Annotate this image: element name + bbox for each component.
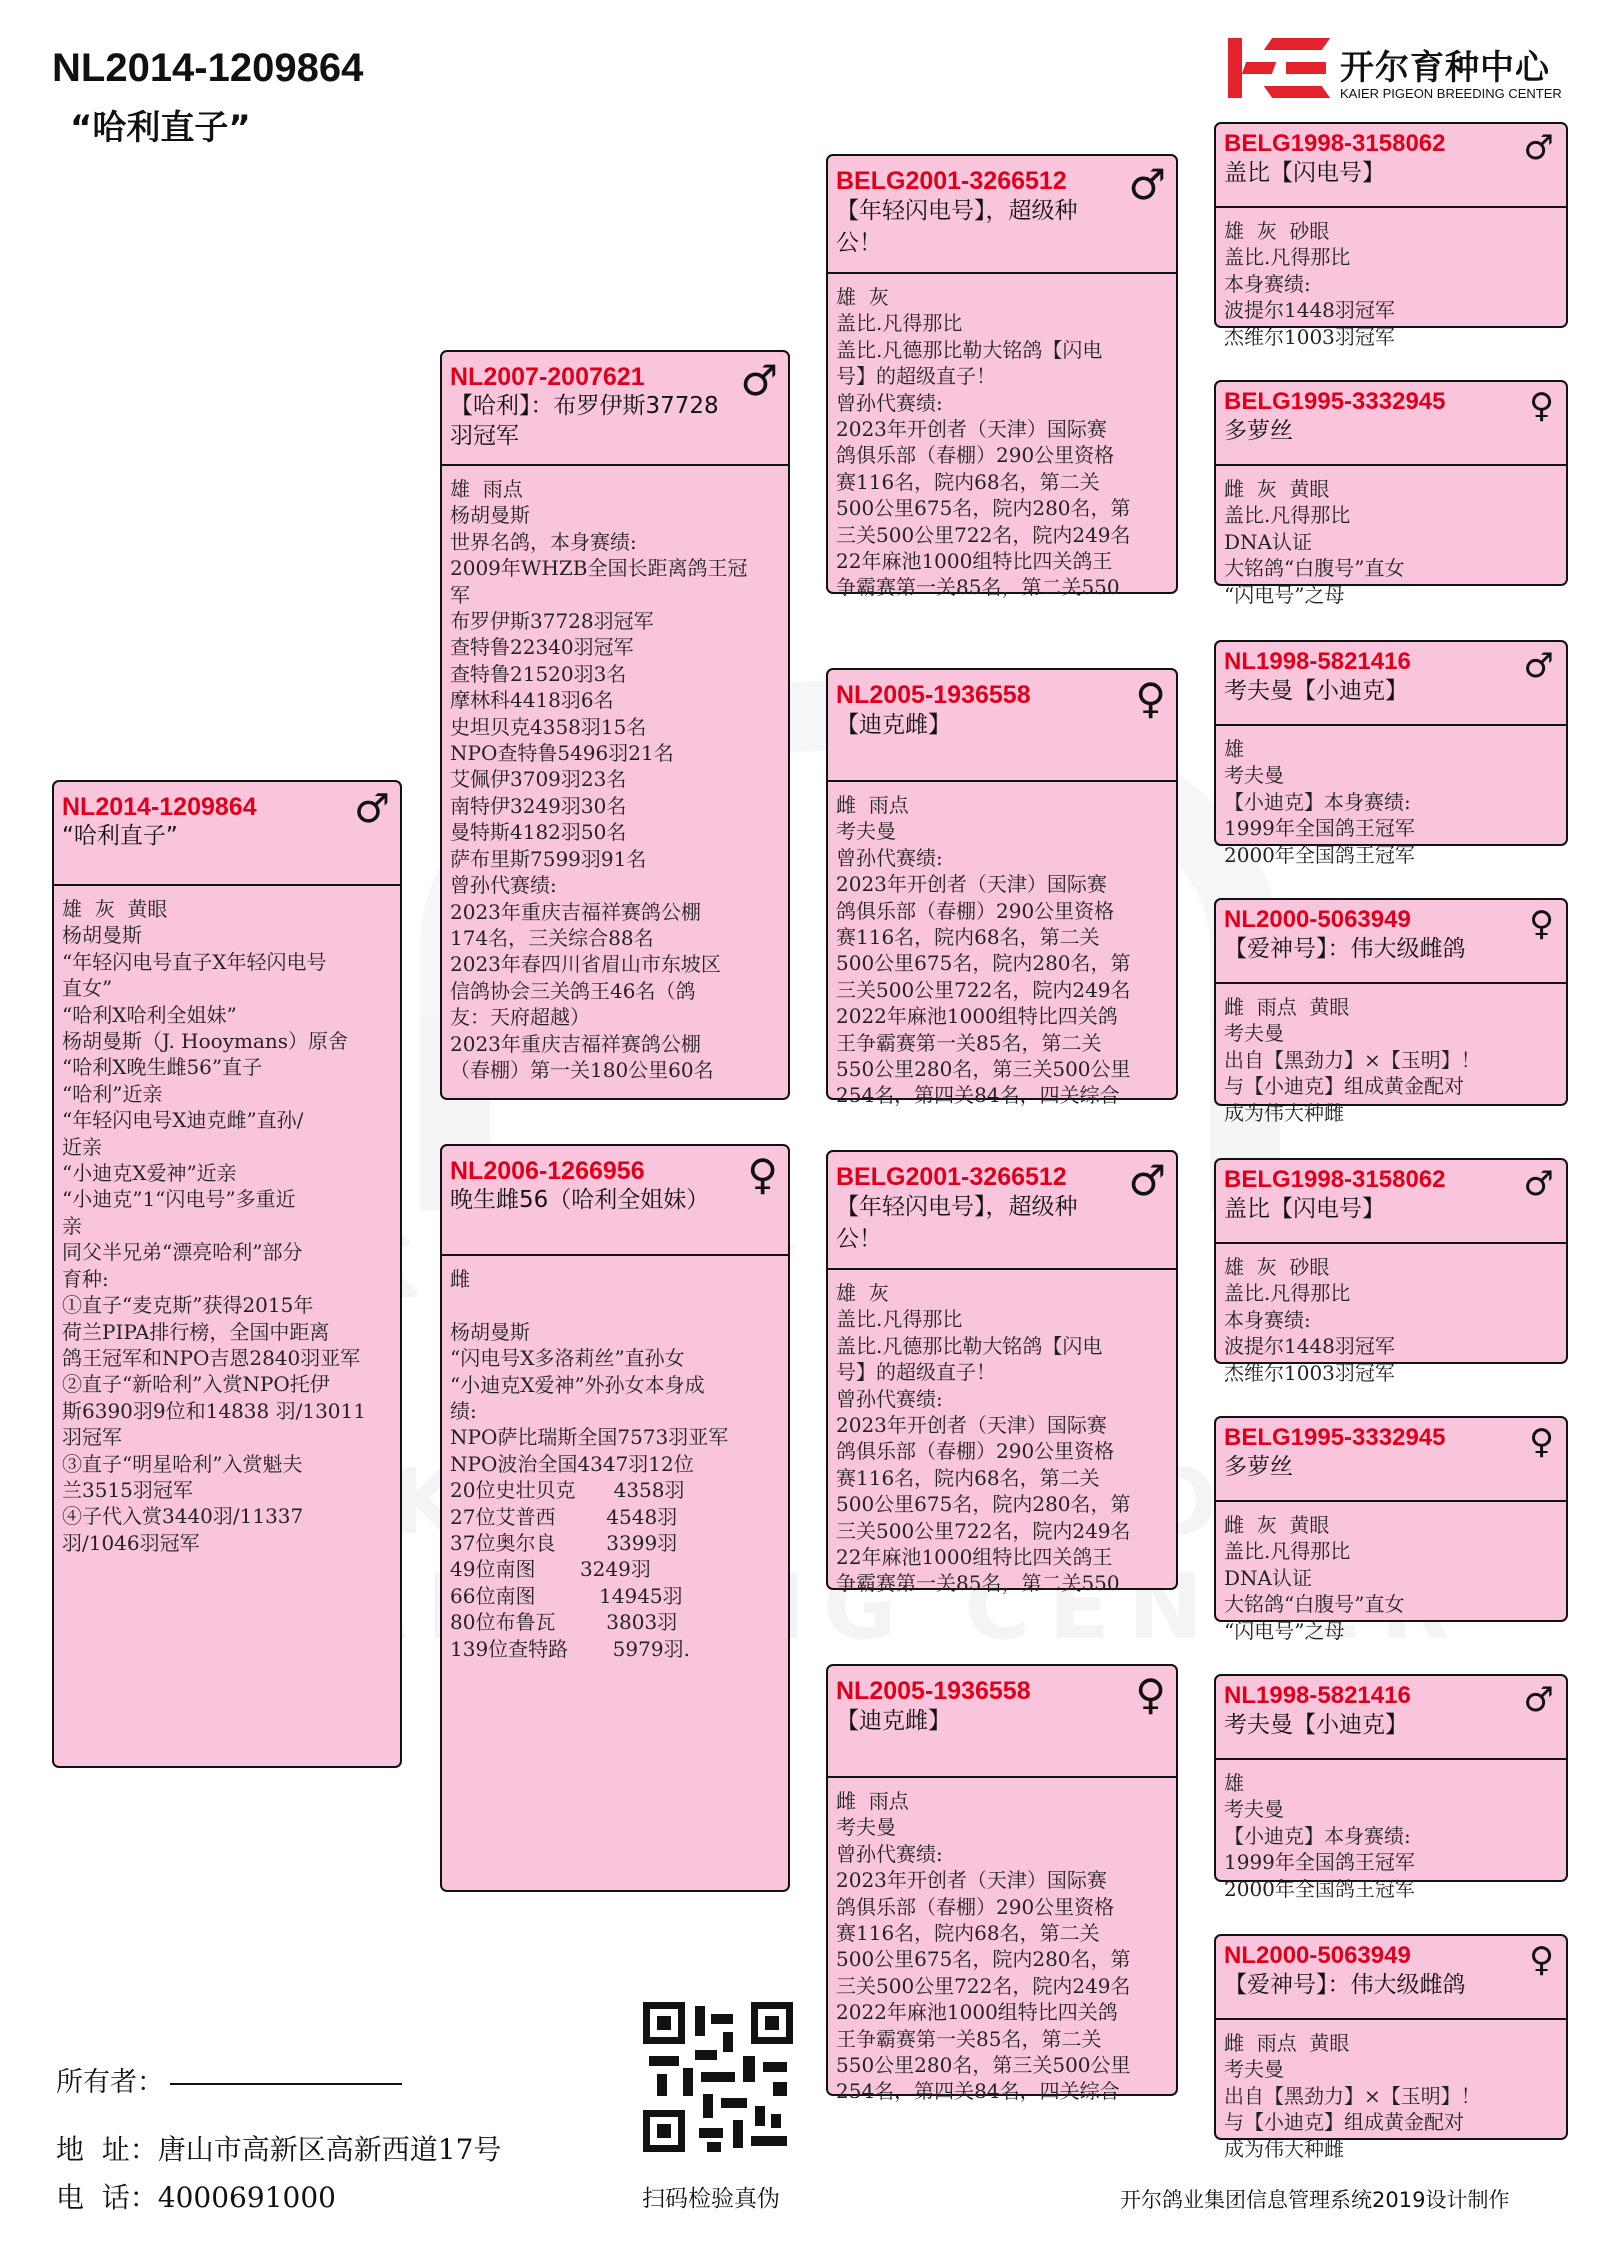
card-ring-number: BELG1998-3158062 bbox=[1224, 1166, 1446, 1193]
card-line: 2023年开创者（天津）国际赛 bbox=[836, 417, 1107, 442]
card-line: 139位查特路 5979羽. bbox=[450, 1636, 690, 1661]
card-line: ④子代入赏3440羽/11337 bbox=[62, 1504, 304, 1529]
card-line: 2023年重庆吉福祥赛鸽公棚 bbox=[450, 899, 701, 924]
card-line: 22年麻池1000组特比四关鸽王 bbox=[836, 549, 1113, 574]
female-sex-icon: ♀ bbox=[1529, 1422, 1554, 1462]
pedigree-card-sire bbox=[440, 350, 790, 1100]
card-title: 【迪克雌】 bbox=[836, 1708, 951, 1734]
card-line: 雄 雨点 bbox=[450, 477, 523, 501]
card-line: 信鸽协会三关鸽王46名（鸽 bbox=[450, 978, 696, 1003]
card-line: ①直子“麦克斯”获得2015年 bbox=[62, 1293, 314, 1318]
card-line: 赛116名，院内68名，第二关 bbox=[836, 1465, 1100, 1490]
pedigree-card-dam-dam bbox=[826, 1664, 1178, 2104]
card-ring-number: BELG1995-3332945 bbox=[1224, 388, 1446, 415]
card-line: 大铭鸽“白腹号”直女 bbox=[1224, 556, 1405, 581]
card-title: 盖比【闪电号】 bbox=[1224, 1195, 1385, 1222]
card-title: 多萝丝 bbox=[1224, 417, 1293, 444]
card-line: 羽/1046羽冠军 bbox=[62, 1530, 200, 1555]
card-title: 【年轻闪电号】，超级种公！ bbox=[836, 198, 1078, 256]
card-body bbox=[54, 886, 400, 1556]
card-body bbox=[1216, 2020, 1566, 2162]
card-ring-number: NL2005-1936558 bbox=[836, 1677, 1031, 1705]
card-line: 赛116名，院内68名，第二关 bbox=[836, 1921, 1100, 1946]
card-line: 盖比.凡得那比 bbox=[836, 1307, 963, 1332]
pedigree-card-sdd bbox=[1214, 898, 1568, 1125]
card-line: 雄 灰 bbox=[836, 1281, 889, 1305]
card-line: 世界名鸽，本身赛绩: bbox=[450, 529, 637, 554]
card-line: 三关500公里722名，院内249名 bbox=[836, 522, 1131, 547]
male-sex-icon: ♂ bbox=[1523, 1680, 1554, 1720]
card-title: 晚生雌56（哈利全姐妹） bbox=[450, 1187, 710, 1213]
pedigree-card-sds bbox=[1214, 640, 1568, 867]
card-line: 号】的超级直子！ bbox=[836, 1360, 996, 1385]
owner-field bbox=[56, 2060, 402, 2099]
card-line: 500公里675名，院内280名，第 bbox=[836, 496, 1131, 521]
card-line: 雌 灰 黄眼 bbox=[1224, 1513, 1330, 1537]
card-line: 艾佩伊3709羽23名 bbox=[450, 767, 627, 792]
card-line: 80位布鲁瓦 3803羽 bbox=[450, 1610, 678, 1635]
female-sex-icon: ♀ bbox=[1529, 1940, 1554, 1980]
card-line: 荷兰PIPA排行榜，全国中距离 bbox=[62, 1319, 330, 1344]
card-line: 27位艾普西 4548羽 bbox=[450, 1504, 678, 1529]
female-sex-icon: ♀ bbox=[747, 1150, 778, 1199]
card-line: 杨胡曼斯 bbox=[450, 503, 530, 528]
card-line: 曾孙代赛绩: bbox=[450, 873, 557, 898]
card-line: 2023年重庆吉福祥赛鸽公棚 bbox=[450, 1031, 701, 1056]
card-line: 2000年全国鸽王冠军 bbox=[1224, 842, 1415, 867]
pedigree-card-sire-dam bbox=[826, 668, 1178, 1108]
card-line: 三关500公里722名，院内249名 bbox=[836, 1518, 1131, 1543]
card-line: 出自【黑劲力】×【玉明】！ bbox=[1224, 1047, 1481, 1072]
card-line: 雄 灰 砂眼 bbox=[1224, 219, 1330, 243]
card-line: 2009年WHZB全国长距离鸽王冠 bbox=[450, 556, 748, 581]
card-line: 【小迪克】本身赛绩: bbox=[1224, 1823, 1411, 1848]
female-sex-icon: ♀ bbox=[1529, 904, 1554, 944]
card-line: 本身赛绩: bbox=[1224, 271, 1311, 296]
male-sex-icon: ♂ bbox=[1128, 160, 1166, 209]
card-line: 盖比.凡得那比 bbox=[1224, 503, 1351, 528]
card-line: 布罗伊斯37728羽冠军 bbox=[450, 609, 654, 634]
card-line: 雄 灰 黄眼 bbox=[62, 897, 168, 921]
pedigree-card-sire-sire bbox=[826, 154, 1178, 600]
company-logo bbox=[1228, 36, 1580, 106]
card-ring-number: NL1998-5821416 bbox=[1224, 648, 1411, 675]
male-sex-icon: ♂ bbox=[1523, 1164, 1554, 1204]
card-line: 杨胡曼斯 bbox=[450, 1319, 530, 1344]
card-ring-number: NL2000-5063949 bbox=[1224, 1942, 1411, 1969]
card-body bbox=[442, 1256, 788, 1662]
card-line: 鸽俱乐部（春棚）290公里资格 bbox=[836, 1439, 1115, 1464]
card-line: 考夫曼 bbox=[1224, 2057, 1284, 2082]
male-sex-icon: ♂ bbox=[1523, 646, 1554, 686]
card-title: 【哈利】：布罗伊斯37728羽冠军 bbox=[450, 393, 719, 449]
card-line: 王争霸赛第一关85名，第二关 bbox=[836, 1030, 1102, 1055]
male-sex-icon: ♂ bbox=[740, 356, 778, 405]
card-line: 2023年开创者（天津）国际赛 bbox=[836, 872, 1107, 897]
card-line: 雄 bbox=[1224, 737, 1244, 761]
card-ring-number: NL2000-5063949 bbox=[1224, 906, 1411, 933]
phone-text: 电 话：4000691000 bbox=[56, 2181, 336, 2214]
card-line: 近亲 bbox=[62, 1134, 102, 1159]
card-line: 雄 灰 bbox=[836, 285, 889, 309]
pedigree-card-dss bbox=[1214, 1158, 1568, 1385]
card-line: 绩: bbox=[450, 1399, 477, 1424]
card-line: “哈利”近亲 bbox=[62, 1081, 163, 1106]
card-ring-number: NL2006-1266956 bbox=[450, 1157, 645, 1185]
card-line: NPO萨比瑞斯全国7573羽亚军 bbox=[450, 1425, 729, 1450]
card-ring-number: NL2014-1209864 bbox=[62, 793, 257, 821]
card-line: DNA认证 bbox=[1224, 529, 1312, 554]
card-line: 育种: bbox=[62, 1266, 109, 1291]
card-body bbox=[1216, 1760, 1566, 1902]
card-line: 友：天府超越） bbox=[450, 1005, 590, 1030]
card-line: 雌 雨点 bbox=[836, 793, 909, 817]
card-line: 出自【黑劲力】×【玉明】！ bbox=[1224, 2083, 1481, 2108]
card-line: “哈利X哈利全姐妹” bbox=[62, 1002, 237, 1027]
card-line: 史坦贝克4358羽15名 bbox=[450, 714, 647, 739]
card-line: 杨胡曼斯（J. Hooymans）原舍 bbox=[62, 1029, 349, 1054]
card-line: 雄 灰 砂眼 bbox=[1224, 1255, 1330, 1279]
female-sex-icon: ♀ bbox=[1135, 1670, 1166, 1719]
card-ring-number: NL2007-2007621 bbox=[450, 363, 645, 391]
card-line: 波提尔1448羽冠军 bbox=[1224, 1334, 1395, 1359]
card-line: 37位奥尔良 3399羽 bbox=[450, 1531, 678, 1556]
card-line: 2023年开创者（天津）国际赛 bbox=[836, 1413, 1107, 1438]
card-title: 盖比【闪电号】 bbox=[1224, 159, 1385, 186]
card-ring-number: BELG1998-3158062 bbox=[1224, 130, 1446, 157]
card-line: 争霸赛第一关85名，第二关550 bbox=[836, 1571, 1120, 1596]
pedigree-card-dam bbox=[440, 1144, 790, 1892]
card-title: 【爱神号】：伟大级雌鸽 bbox=[1224, 1971, 1466, 1998]
card-ring-number: NL2005-1936558 bbox=[836, 681, 1031, 709]
card-line: 军 bbox=[450, 582, 470, 607]
pedigree-card-dsd bbox=[1214, 1416, 1568, 1643]
card-line: ②直子“新哈利”入赏NPO托伊 bbox=[62, 1372, 330, 1397]
male-sex-icon: ♂ bbox=[354, 786, 390, 832]
card-body bbox=[1216, 208, 1566, 350]
card-line: “年轻闪电号直子X年轻闪电号 bbox=[62, 949, 327, 974]
card-line: 萨布里斯7599羽91名 bbox=[450, 846, 647, 871]
card-ring-number: BELG2001-3266512 bbox=[836, 1163, 1067, 1191]
card-line: 雌 雨点 黄眼 bbox=[1224, 995, 1350, 1019]
card-ring-number: NL1998-5821416 bbox=[1224, 1682, 1411, 1709]
card-line: 盖比.凡德那比勒大铭鸽【闪电 bbox=[836, 1333, 1103, 1358]
card-line: 赛116名，院内68名，第二关 bbox=[836, 469, 1100, 494]
card-line: 550公里280名，第三关500公里 bbox=[836, 2053, 1131, 2078]
card-line: 曾孙代赛绩: bbox=[836, 390, 943, 415]
card-line: “小迪克”1“闪电号”多重近 bbox=[62, 1187, 296, 1212]
card-line: 66位南图 14945羽 bbox=[450, 1583, 683, 1608]
male-sex-icon: ♂ bbox=[1128, 1156, 1166, 1205]
card-line: “闪电号”之母 bbox=[1224, 1618, 1345, 1643]
logo-text-cn: 开尔育种中心 bbox=[1340, 48, 1550, 88]
card-line: NPO查特鲁5496羽21名 bbox=[450, 741, 674, 766]
card-line: 本身赛绩: bbox=[1224, 1307, 1311, 1332]
card-line: 三关500公里722名，院内249名 bbox=[836, 977, 1131, 1002]
card-body bbox=[1216, 984, 1566, 1126]
card-ring-number: BELG2001-3266512 bbox=[836, 167, 1067, 195]
qr-code-icon[interactable] bbox=[643, 2002, 793, 2152]
card-line: 南特伊3249羽30名 bbox=[450, 793, 627, 818]
card-line: 鸽王冠军和NPO吉恩2840羽亚军 bbox=[62, 1345, 361, 1370]
card-line: 20位史壮贝克 4358羽 bbox=[450, 1478, 685, 1503]
card-line: 1999年全国鸽王冠军 bbox=[1224, 1850, 1415, 1875]
card-line: 曼特斯4182羽50名 bbox=[450, 820, 627, 845]
card-line: 曾孙代赛绩: bbox=[836, 845, 943, 870]
card-line: 2022年麻池1000组特比四关鸽 bbox=[836, 2000, 1118, 2025]
card-line: 三关500公里722名，院内249名 bbox=[836, 1973, 1131, 1998]
card-line: 500公里675名，院内280名，第 bbox=[836, 951, 1131, 976]
owner-label: 所有者： bbox=[56, 2067, 164, 2098]
card-body bbox=[828, 1778, 1176, 2105]
card-line: 曾孙代赛绩: bbox=[836, 1386, 943, 1411]
pedigree-card-sss bbox=[1214, 122, 1568, 349]
card-body bbox=[1216, 466, 1566, 608]
card-line: 2023年开创者（天津）国际赛 bbox=[836, 1868, 1107, 1893]
card-line: 考夫曼 bbox=[1224, 763, 1284, 788]
card-line: 鸽俱乐部（春棚）290公里资格 bbox=[836, 1894, 1115, 1919]
card-line: 波提尔1448羽冠军 bbox=[1224, 298, 1395, 323]
card-line: 【小迪克】本身赛绩: bbox=[1224, 789, 1411, 814]
card-line: 2022年麻池1000组特比四关鸽 bbox=[836, 1004, 1118, 1029]
card-line: 盖比.凡得那比 bbox=[836, 311, 963, 336]
card-line: 22年麻池1000组特比四关鸽王 bbox=[836, 1545, 1113, 1570]
pedigree-ring-number: NL2014-1209864 bbox=[52, 46, 364, 90]
card-body bbox=[1216, 726, 1566, 868]
card-line: 雌 灰 黄眼 bbox=[1224, 477, 1330, 501]
system-credit: 开尔鸽业集团信息管理系统2019设计制作 bbox=[1120, 2188, 1510, 2212]
card-ring-number: BELG1995-3332945 bbox=[1224, 1424, 1446, 1451]
card-line: 254名，第四关84名，四关综合 bbox=[836, 1083, 1120, 1108]
card-line: 查特鲁22340羽冠军 bbox=[450, 635, 634, 660]
card-title: 考夫曼【小迪克】 bbox=[1224, 1711, 1408, 1738]
card-line: 盖比.凡德那比勒大铭鸽【闪电 bbox=[836, 337, 1103, 362]
card-line: （春棚）第一关180公里60名 bbox=[450, 1057, 714, 1082]
card-line: 斯6390羽9位和14838 羽/13011 bbox=[62, 1398, 366, 1423]
card-line: ③直子“明星哈利”入赏魁夫 bbox=[62, 1451, 303, 1476]
card-line: 杰维尔1003羽冠军 bbox=[1224, 324, 1395, 349]
card-body bbox=[828, 782, 1176, 1109]
logo-mark-icon bbox=[1228, 38, 1328, 98]
female-sex-icon: ♀ bbox=[1529, 386, 1554, 426]
card-line: “闪电号X多洛莉丝”直孙女 bbox=[450, 1346, 685, 1371]
card-line: NPO波治全国4347羽12位 bbox=[450, 1451, 694, 1476]
card-line: 考夫曼 bbox=[836, 1815, 896, 1840]
card-line: “年轻闪电号X迪克雌”直孙/ bbox=[62, 1108, 304, 1133]
card-title: 考夫曼【小迪克】 bbox=[1224, 677, 1408, 704]
card-line: 杨胡曼斯 bbox=[62, 923, 142, 948]
card-line: 与【小迪克】组成黄金配对 bbox=[1224, 1074, 1464, 1099]
card-line: 500公里675名，院内280名，第 bbox=[836, 1947, 1131, 1972]
card-title: 【爱神号】：伟大级雌鸽 bbox=[1224, 935, 1466, 962]
card-title: 多萝丝 bbox=[1224, 1453, 1293, 1480]
card-line: 雌 雨点 黄眼 bbox=[1224, 2031, 1350, 2055]
pedigree-pigeon-name: “哈利直子” bbox=[70, 108, 251, 148]
card-body bbox=[828, 1270, 1176, 1597]
card-line: 2023年春四川省眉山市东坡区 bbox=[450, 952, 721, 977]
card-line: DNA认证 bbox=[1224, 1565, 1312, 1590]
card-line: “哈利X晚生雌56”直子 bbox=[62, 1055, 263, 1080]
card-line: 鸽俱乐部（春棚）290公里资格 bbox=[836, 898, 1115, 923]
card-line: 杰维尔1003羽冠军 bbox=[1224, 1360, 1395, 1385]
card-line: 赛116名，院内68名，第二关 bbox=[836, 925, 1100, 950]
card-line: 兰3515羽冠军 bbox=[62, 1477, 193, 1502]
card-line: 与【小迪克】组成黄金配对 bbox=[1224, 2110, 1464, 2135]
card-line: 500公里675名，院内280名，第 bbox=[836, 1492, 1131, 1517]
card-title: 【迪克雌】 bbox=[836, 712, 951, 738]
card-line: 鸽俱乐部（春棚）290公里资格 bbox=[836, 443, 1115, 468]
card-line: 盖比.凡得那比 bbox=[1224, 1281, 1351, 1306]
card-line: 亲 bbox=[62, 1213, 82, 1238]
card-line: 2000年全国鸽王冠军 bbox=[1224, 1876, 1415, 1901]
card-line: “小迪克X爱神”外孙女本身成 bbox=[450, 1372, 705, 1397]
card-line: 盖比.凡得那比 bbox=[1224, 1539, 1351, 1564]
card-line: 254名，第四关84名，四关综合 bbox=[836, 2079, 1120, 2104]
address-text: 地 址：唐山市高新区高新西道17号 bbox=[56, 2133, 502, 2166]
card-line: 争霸赛第一关85名，第二关550 bbox=[836, 575, 1120, 600]
male-sex-icon: ♂ bbox=[1523, 128, 1554, 168]
card-line: 王争霸赛第一关85名，第二关 bbox=[836, 2026, 1102, 2051]
card-title: “哈利直子” bbox=[62, 823, 178, 849]
card-line: 550公里280名，第三关500公里 bbox=[836, 1057, 1131, 1082]
card-title: 【年轻闪电号】，超级种公！ bbox=[836, 1194, 1078, 1252]
card-line: 49位南图 3249羽 bbox=[450, 1557, 651, 1582]
pedigree-card-ssd bbox=[1214, 380, 1568, 607]
card-line: 羽冠军 bbox=[62, 1425, 122, 1450]
card-body bbox=[1216, 1502, 1566, 1644]
pedigree-card-subject bbox=[52, 780, 402, 1768]
card-line: 成为伟大种雌 bbox=[1224, 1100, 1344, 1125]
card-line: 雌 bbox=[450, 1267, 470, 1291]
logo-text-en: KAIER PIGEON BREEDING CENTER bbox=[1340, 86, 1562, 101]
pedigree-card-dds bbox=[1214, 1674, 1568, 1901]
card-line: 号】的超级直子！ bbox=[836, 364, 996, 389]
card-line: 1999年全国鸽王冠军 bbox=[1224, 816, 1415, 841]
card-line: “闪电号”之母 bbox=[1224, 582, 1345, 607]
card-line: 查特鲁21520羽3名 bbox=[450, 661, 627, 686]
card-line: 174名，三关综合88名 bbox=[450, 925, 654, 950]
card-line: 盖比.凡得那比 bbox=[1224, 245, 1351, 270]
card-body bbox=[442, 466, 788, 1083]
card-line: “小迪克X爱神”近亲 bbox=[62, 1161, 237, 1186]
pedigree-card-ddd bbox=[1214, 1934, 1568, 2161]
card-line: 曾孙代赛绩: bbox=[836, 1841, 943, 1866]
female-sex-icon: ♀ bbox=[1135, 674, 1166, 723]
qr-caption: 扫码检验真伪 bbox=[642, 2186, 780, 2212]
card-line: 摩林科4418羽6名 bbox=[450, 688, 614, 713]
card-line: 考夫曼 bbox=[1224, 1021, 1284, 1046]
card-body bbox=[1216, 1244, 1566, 1386]
card-line bbox=[450, 1292, 780, 1318]
card-line: 同父半兄弟“漂亮哈利”部分 bbox=[62, 1240, 303, 1265]
card-body bbox=[828, 274, 1176, 601]
card-line: 大铭鸽“白腹号”直女 bbox=[1224, 1592, 1405, 1617]
card-line: 考夫曼 bbox=[836, 819, 896, 844]
owner-blank-line bbox=[170, 2082, 402, 2085]
card-line: 成为伟大种雌 bbox=[1224, 2136, 1344, 2161]
card-line: 直女” bbox=[62, 976, 113, 1001]
pedigree-card-dam-sire bbox=[826, 1150, 1178, 1596]
card-line: 雌 雨点 bbox=[836, 1789, 909, 1813]
card-line: 雄 bbox=[1224, 1771, 1244, 1795]
card-line: 考夫曼 bbox=[1224, 1797, 1284, 1822]
